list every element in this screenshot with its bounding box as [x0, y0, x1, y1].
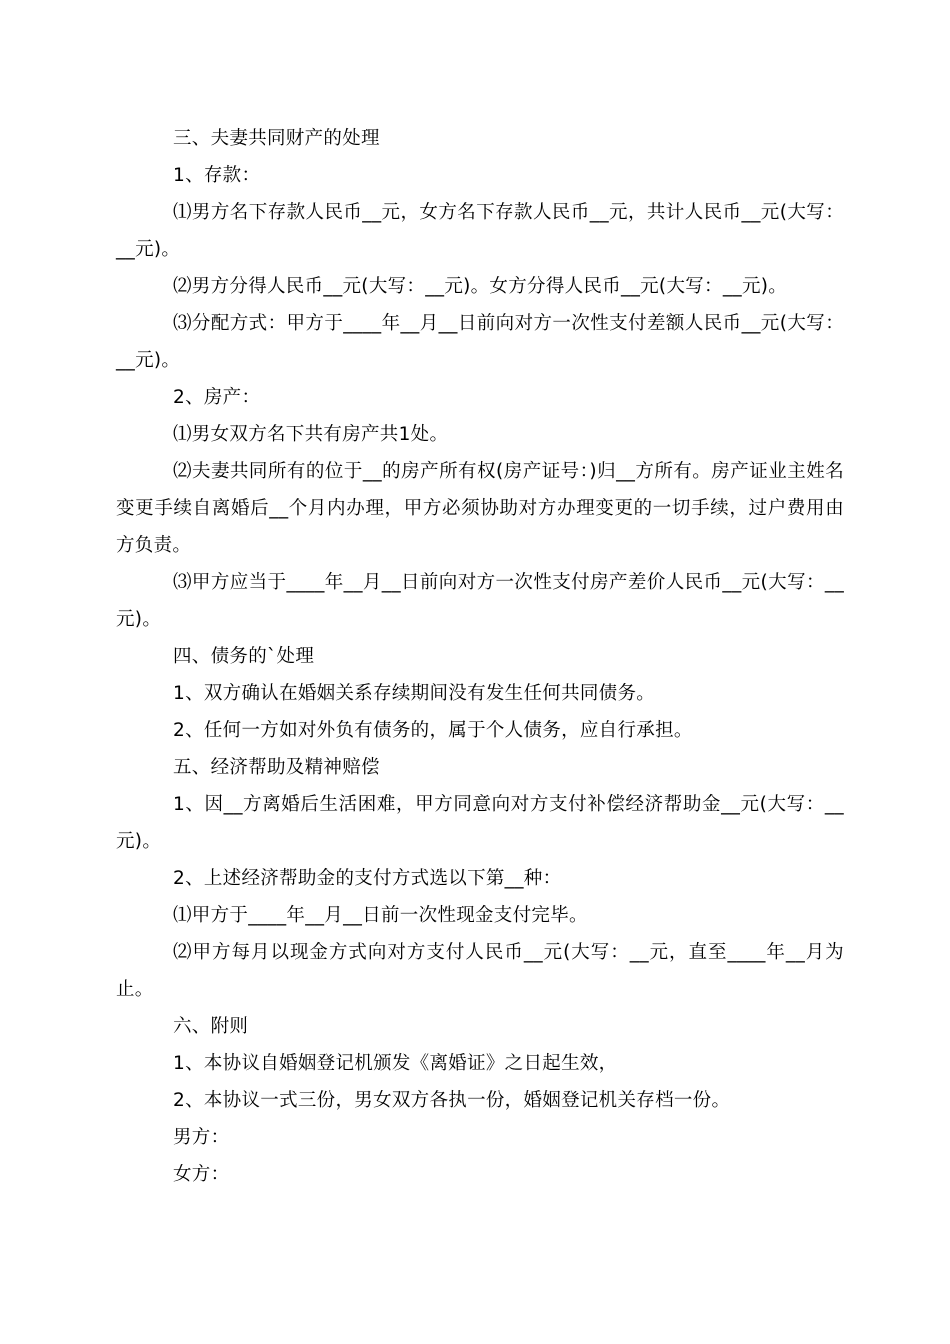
paragraph-appendix-effective: 1、本协议自婚姻登记机颁发《离婚证》之日起生效， [173, 1053, 618, 1074]
paragraph-real-estate-count: ⑴男女双方名下共有房产共1处。 [173, 424, 449, 445]
paragraph-assistance-method: 2、上述经济帮助金的支付方式选以下第__种： [173, 868, 562, 889]
paragraph-deposits-total: ⑴男方名下存款人民币__元，女方名下存款人民币__元，共计人民币__元(大写：__元)。 [116, 202, 844, 260]
signature-female-party: 女方： [173, 1164, 230, 1185]
paragraph-real-estate-payment: ⑶甲方应当于____年__月__日前向对方一次性支付房产差价人民币__元(大写：__元)。 [116, 572, 844, 630]
document-body [116, 120, 844, 1193]
paragraph-assistance-monthly: ⑵甲方每月以现金方式向对方支付人民币__元(大写：__元，直至____年__月为止。 [116, 942, 844, 1000]
section-heading-appendix: 六、附则 [173, 1016, 249, 1037]
signature-male-party: 男方： [173, 1127, 230, 1148]
paragraph-deposits-split: ⑵男方分得人民币__元(大写：__元)。女方分得人民币__元(大写：__元)。 [173, 276, 788, 297]
subheading-deposits: 1、存款： [173, 165, 261, 186]
paragraph-debts-personal: 2、任何一方如对外负有债务的，属于个人债务，应自行承担。 [173, 720, 693, 741]
section-heading-debts: 四、债务的`处理 [173, 646, 315, 667]
section-heading-assistance: 五、经济帮助及精神赔偿 [173, 757, 380, 778]
paragraph-debts-none: 1、双方确认在婚姻关系存续期间没有发生任何共同债务。 [173, 683, 656, 704]
paragraph-real-estate-ownership: ⑵夫妻共同所有的位于__的房产所有权(房产证号：)归__方所有。房产证业主姓名变更手续自离婚后__个月内办理，甲方必须协助对方办理变更的一切手续，过户费用由方负责。 [116, 461, 844, 556]
subheading-real-estate: 2、房产： [173, 387, 261, 408]
paragraph-assistance-lump-sum: ⑴甲方于____年__月__日前一次性现金支付完毕。 [173, 905, 588, 926]
paragraph-appendix-copies: 2、本协议一式三份，男女双方各执一份，婚姻登记机关存档一份。 [173, 1090, 731, 1111]
paragraph-assistance-amount: 1、因__方离婚后生活困难，甲方同意向对方支付补偿经济帮助金__元(大写：__元)。 [116, 794, 844, 852]
section-heading-property: 三、夫妻共同财产的处理 [173, 128, 380, 149]
paragraph-deposits-method: ⑶分配方式：甲方于____年__月__日前向对方一次性支付差额人民币__元(大写：__元)。 [116, 313, 844, 371]
